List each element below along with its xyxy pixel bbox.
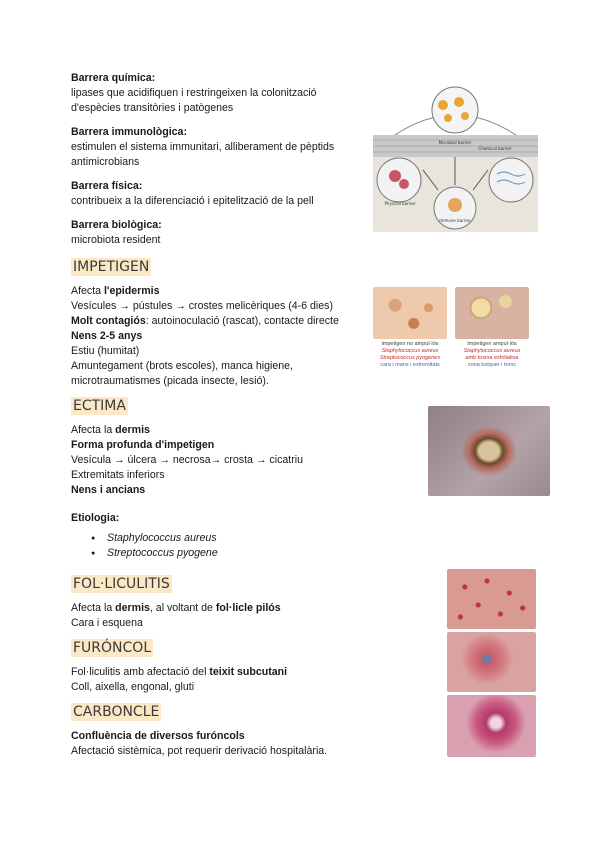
ectima-heading: ECTIMA [73, 398, 126, 414]
fol-l1-bold: dermis [115, 602, 150, 614]
etiology-item: ● Streptococcus pyogene [87, 546, 371, 561]
cap1-line: Staphylococcus aureus [381, 348, 439, 354]
ectima-line-1 [71, 423, 371, 438]
ectima-l1-bold: dermis [115, 424, 150, 436]
impetigen-nonbullous-caption [368, 341, 452, 369]
barrier-immune-title: Barrera immunològica: [71, 126, 187, 138]
ectima-line-3: Vesícula → úlcera → necrosa→ crosta → cicatriu [71, 454, 303, 466]
furoncol-heading: FURÓNCOL [73, 640, 152, 656]
folliculitis-body [71, 601, 391, 631]
impetigen-line-2: Vesícules → pústules → crostes melicèriques (4-6 dies) [71, 300, 334, 312]
ectima-photo [428, 406, 550, 496]
fol-l1-bold2: fol·licle pilós [215, 602, 281, 614]
ectima-body [71, 423, 371, 561]
svg-text:Microbial barrier: Microbial barrier [438, 140, 472, 145]
carboncle-line-2: Afectació sistèmica, pot requerir derivació hospitalària. [71, 745, 328, 757]
barrier-chemical-text: d'espècies transitòries i patògenes [71, 102, 234, 114]
furoncol-photo [447, 632, 536, 692]
fol-l1-pre: Afecta la [71, 602, 116, 614]
cap2-line: Staphylococcus aureus [463, 348, 521, 354]
cap1-line: cara i mans i extremitats [380, 362, 440, 368]
impetigen-line-6: Amuntegament (brots escoles), manca higiene, [71, 360, 293, 372]
fur-l1-bold: teixit subcutani [209, 666, 288, 678]
ectima-line-2: Forma profunda d'impetigen [71, 439, 215, 451]
barrier-chemical-title: Barrera química: [71, 72, 156, 84]
carboncle-body [71, 729, 401, 759]
impetigen-nonbullous-photo [373, 287, 447, 339]
impetigen-l1-pre: Afecta [71, 285, 104, 297]
etiology-item: ● Staphylococcus aureus [87, 531, 371, 546]
folliculitis-line-2: Cara i esquena [71, 617, 143, 629]
svg-text:Immune barrier: Immune barrier [439, 218, 471, 223]
impetigen-l3-bold: Molt contagiós [71, 315, 146, 327]
folliculitis-line-1 [71, 601, 391, 616]
barriers-section [71, 71, 361, 248]
impetigen-l3-rest: : autoinoculació (rascat), contacte directe [145, 315, 339, 327]
svg-text:Chemical barrier: Chemical barrier [478, 146, 512, 151]
carboncle-line-1: Confluència de diversos furóncols [71, 730, 245, 742]
skin-barrier-diagram [373, 80, 538, 232]
furoncol-line-2: Coll, aixella, engonal, gluti [71, 681, 195, 693]
cap2-line: zona bolquer i tronc [467, 362, 517, 368]
barrier-immune-text: antimicrobians [71, 156, 140, 168]
impetigen-bullous-photo [455, 287, 529, 339]
barrier-physical-text: contribueix a la diferenciació i epitelització de la pell [71, 195, 314, 207]
barrier-biological-text: microbiota resident [71, 234, 161, 246]
cap1-line: impetigen no ampul·lós [381, 341, 439, 347]
barrier-biological-title: Barrera biològica: [71, 219, 162, 231]
barrier-chemical-text: lipases que acidifiquen i restringeixen la colonització [71, 87, 317, 99]
ectima-line-4: Extremitats inferiors [71, 469, 165, 481]
cap1-line: Streptococcus pyogenes [379, 355, 441, 361]
ectima-l1-pre: Afecta la [71, 424, 116, 436]
impetigen-body [71, 284, 361, 389]
impetigen-bullous-caption [450, 341, 534, 369]
barrier-physical-title: Barrera física: [71, 180, 143, 192]
etiology-list [87, 531, 371, 561]
impetigen-line-5: Estiu (humitat) [71, 345, 140, 357]
impetigen-heading: IMPETIGEN [73, 259, 150, 275]
cap2-line: Impetigen ampul·lós [467, 341, 517, 347]
folliculitis-heading: FOL·LICULITIS [73, 576, 170, 592]
fur-l1-pre: Fol·liculitis amb afectació del [71, 666, 210, 678]
ectima-line-5: Nens i ancians [71, 484, 146, 496]
impetigen-line-1 [71, 284, 361, 299]
impetigen-line-4: Nens 2-5 anys [71, 330, 143, 342]
etiology-title: Etiologia: [71, 512, 120, 524]
impetigen-l1-bold: l'epidermis [103, 285, 160, 297]
svg-text:Physical barrier: Physical barrier [384, 201, 416, 206]
fol-l1-mid: , al voltant de [149, 602, 216, 614]
barrier-immune-text: estimulen el sistema immunitari, alliberament de pèptids [71, 141, 335, 153]
impetigen-line-7: microtraumatismes (picada insecte, lesió). [71, 375, 269, 387]
folliculitis-photo [447, 569, 536, 629]
impetigen-line-3 [71, 314, 361, 329]
cap2-line: amb toxina exfoliativa [465, 355, 519, 361]
furoncol-body [71, 665, 391, 695]
furoncol-line-1 [71, 665, 391, 680]
carboncle-heading: CARBONCLE [73, 704, 160, 720]
carboncle-photo [447, 695, 536, 757]
